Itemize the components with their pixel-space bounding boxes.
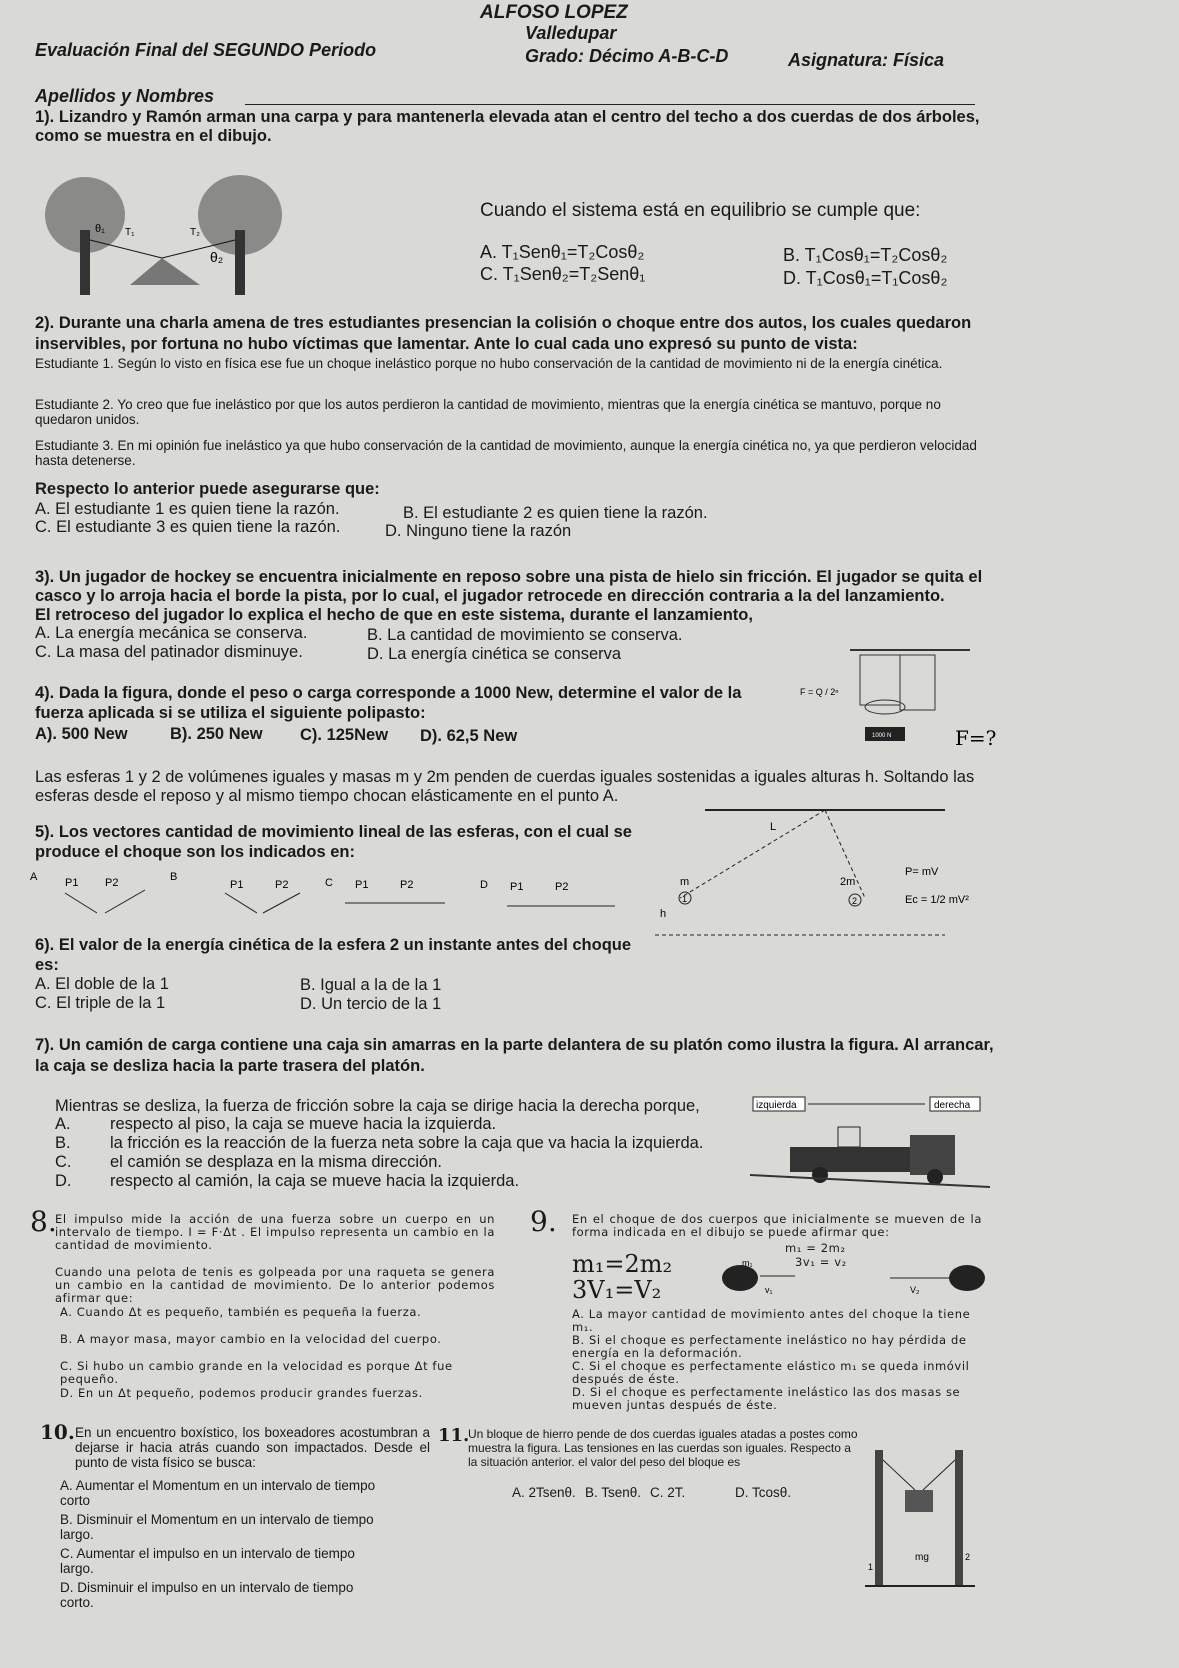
q9-number: 9. xyxy=(530,1205,557,1238)
option-text: la fricción es la reacción de la fuerza neta sobre la caja que va hacia la izquierda. xyxy=(110,1134,704,1152)
q6-text: 6). El valor de la energía cinética de la esfera 2 un instante antes del choque es: xyxy=(35,936,632,974)
q5-option-d[interactable]: D xyxy=(480,879,488,891)
q9-option-b[interactable]: B. Si el choque es perfectamente inelástico no hay pérdida de energía en la deformación. xyxy=(572,1333,967,1360)
q8-option-b[interactable]: B. A mayor masa, mayor cambio en la velocidad del cuerpo. xyxy=(60,1332,442,1346)
city: Valledupar xyxy=(525,23,617,43)
q5-vector-options xyxy=(25,868,645,923)
q10-option-c[interactable]: C. Aumentar el impulso en un intervalo de tiempo largo. xyxy=(60,1546,355,1576)
load-label: 1000 N xyxy=(872,733,892,739)
spheres-intro: Las esferas 1 y 2 de volúmenes iguales y masas m y 2m penden de cuerdas iguales sostenidas a iguales alturas h. Soltando las esferas desde el reposo y al mismo tiempo chocan elásticamente en el punto A. xyxy=(35,768,975,805)
q2-prompt: Respecto lo anterior puede asegurarse que: xyxy=(35,480,380,498)
q9-option-c[interactable]: C. Si el choque es perfectamente elástico m₁ se queda inmóvil después de éste. xyxy=(572,1359,970,1386)
q8-text: El impulso mide la acción de una fuerza sobre un cuerpo en un intervalo de tiempo. I = F·Δt . El impulso representa un cambio en la cantidad de movimiento. xyxy=(55,1212,495,1252)
letter: A. xyxy=(55,1115,71,1133)
theta2: θ₂ xyxy=(210,249,224,265)
name-label: Apellidos y Nombres xyxy=(35,86,215,106)
truck-figure xyxy=(750,1095,990,1190)
q4-option-b[interactable]: B). 250 New xyxy=(170,725,263,743)
left-label: izquierda xyxy=(756,1100,797,1111)
p1-label: P1 xyxy=(230,879,244,891)
q1-text: 1). Lizandro y Ramón arman una carpa y para mantenerla elevada atan el centro del techo a dos cuerdas de dos árboles, como se muestra en el dibujo. xyxy=(35,108,980,145)
m-label: m xyxy=(680,876,690,888)
q2-option-c[interactable]: C. El estudiante 3 es quien tiene la razón. xyxy=(35,518,341,536)
q10-option-b[interactable]: B. Disminuir el Momentum en un intervalo de tiempo largo. xyxy=(60,1512,374,1542)
p1-label: P1 xyxy=(355,879,369,891)
q11-option-a[interactable]: A. 2Tsenθ. xyxy=(512,1485,576,1500)
q9-option-a[interactable]: A. La mayor cantidad de movimiento antes del choque la tiene m₁. xyxy=(572,1307,971,1334)
letter: B. xyxy=(55,1134,71,1152)
option-text: el camión se desplaza en la misma dirección. xyxy=(110,1153,442,1171)
q4-text: 4). Dada la figura, donde el peso o carga corresponde a 1000 New, determine el valor de la fuerza aplicada si se utiliza el siguiente polipasto: xyxy=(35,684,742,722)
q7-prompt: Mientras se desliza, la fuerza de fricción sobre la caja se dirige hacia la derecha porque, xyxy=(55,1097,700,1115)
p2-label: P2 xyxy=(105,877,119,889)
q4-option-a[interactable]: A). 500 New xyxy=(35,725,128,743)
option-text: respecto al piso, la caja se mueve hacia la izquierda. xyxy=(110,1115,497,1133)
letter: C. xyxy=(55,1153,72,1171)
pulley-figure xyxy=(800,645,1000,755)
q8-text2: Cuando una pelota de tenis es golpeada por una raqueta se genera un cambio en la cantidad de movimiento. De lo anterior podemos afirmar que: xyxy=(55,1265,495,1305)
kinetic-formula: Ec = 1/2 mV² xyxy=(905,894,969,906)
q9-handwritten-1: m₁=2m₂ xyxy=(572,1250,673,1278)
q3-text: 3). Un jugador de hockey se encuentra inicialmente en reposo sobre una pista de hielo sin fricción. El jugador se quita el casco y lo arroja hacia el borde la pista, por lo cual, el jugador retrocede en dirección contraria a la del lanzamiento. xyxy=(35,568,983,605)
collision-figure xyxy=(720,1255,990,1298)
q3-option-a[interactable]: A. La energía mecánica se conserva. xyxy=(35,624,308,642)
q5-option-c[interactable]: C xyxy=(325,877,333,889)
q11-text: Un bloque de hierro pende de dos cuerdas iguales atadas a postes como muestra la figura. Las tensiones en las cuerdas son iguales. Respecto a la situación anterior. el valor del peso del bloque es xyxy=(468,1427,858,1469)
p2-label: P2 xyxy=(275,879,289,891)
v2-label: V₂ xyxy=(910,1285,920,1295)
post1: 1 xyxy=(868,1562,874,1572)
sphere1: 1 xyxy=(682,894,688,904)
q2-option-d[interactable]: D. Ninguno tiene la razón xyxy=(385,522,572,540)
weight-label: mg xyxy=(915,1552,929,1563)
hanging-block-figure xyxy=(865,1440,980,1590)
m1-label: m₁ xyxy=(742,1258,753,1268)
q10-number: 10. xyxy=(40,1420,75,1444)
q7-option-c[interactable] xyxy=(55,1153,442,1172)
letter: D. xyxy=(55,1172,72,1190)
q9-text: En el choque de dos cuerpos que inicialmente se mueven de la forma indicada en el dibujo se puede afirmar que: xyxy=(572,1212,982,1239)
q6-option-b[interactable]: B. Igual a la de la 1 xyxy=(300,976,442,994)
q6-option-c[interactable]: C. El triple de la 1 xyxy=(35,994,166,1012)
q1-option-a[interactable]: A. T₁Senθ₁=T₂Cosθ₂ xyxy=(480,242,645,262)
q11-number: 11. xyxy=(438,1425,470,1446)
force-question: F=? xyxy=(955,726,997,750)
q3-prompt: El retroceso del jugador lo explica el hecho de que en este sistema, durante el lanzamiento, xyxy=(35,606,753,624)
p2-label: P2 xyxy=(400,879,414,891)
q8-option-a[interactable]: A. Cuando Δt es pequeño, también es pequeña la fuerza. xyxy=(60,1305,422,1319)
q10-option-d[interactable]: D. Disminuir el impulso en un intervalo de tiempo corto. xyxy=(60,1580,354,1610)
q2-text: 2). Durante una charla amena de tres estudiantes presencian la colisión o choque entre dos autos, los cuales quedaron inservibles, por fortuna no hubo víctimas que lamentar. Ante lo cual cada uno expresó su punto de vista: xyxy=(35,314,972,353)
q8-number: 8. xyxy=(30,1205,57,1238)
q9-eq1: m₁ = 2m₂ xyxy=(785,1241,846,1255)
q2-student3: Estudiante 3. En mi opinión fue inelástico ya que hubo conservación de la cantidad de movimiento, aunque la energía cinética no, ya que perdieron velocidad hasta detenerse. xyxy=(35,438,977,468)
q6-option-a[interactable]: A. El doble de la 1 xyxy=(35,975,169,993)
school-name: ALFOSO LOPEZ xyxy=(480,2,628,23)
q11-option-c[interactable]: C. 2T. xyxy=(650,1485,686,1500)
q4-option-d[interactable]: D). 62,5 New xyxy=(420,727,518,745)
l-label: L xyxy=(770,821,777,833)
q1-option-b[interactable]: B. T₁Cosθ₁=T₂Cosθ₂ xyxy=(783,245,948,265)
q9-handwritten-2: 3V₁=V₂ xyxy=(572,1276,662,1304)
q2-option-a[interactable]: A. El estudiante 1 es quien tiene la razón. xyxy=(35,500,340,518)
2m-label: 2m xyxy=(840,876,856,888)
post2: 2 xyxy=(965,1552,971,1562)
pulley-formula: F = Q / 2ⁿ xyxy=(800,687,839,697)
q8-option-d[interactable]: D. En un Δt pequeño, podemos producir grandes fuerzas. xyxy=(60,1386,423,1400)
q8-option-c[interactable]: C. Si hubo un cambio grande en la velocidad es porque Δt fue pequeño. xyxy=(60,1359,453,1386)
q5-text: 5). Los vectores cantidad de movimiento lineal de las esferas, con el cual se produce el choque son los indicados en: xyxy=(35,823,632,861)
q3-option-d[interactable]: D. La energía cinética se conserva xyxy=(367,645,622,663)
q3-option-b[interactable]: B. La cantidad de movimiento se conserva. xyxy=(367,626,683,644)
q1-option-d[interactable]: D. T₁Cosθ₁=T₁Cosθ₂ xyxy=(783,268,948,288)
p1-label: P1 xyxy=(65,877,79,889)
q7-option-d[interactable] xyxy=(55,1172,519,1191)
tent-trees-figure xyxy=(30,170,290,300)
q11-option-d[interactable]: D. Tcosθ. xyxy=(735,1485,792,1500)
q6-option-d[interactable]: D. Un tercio de la 1 xyxy=(300,995,442,1013)
h-label: h xyxy=(660,908,667,920)
q1-option-c[interactable]: C. T₁Senθ₂=T₂Senθ₁ xyxy=(480,264,646,284)
subject: Asignatura: Física xyxy=(788,50,945,70)
p2-label: P2 xyxy=(555,881,569,893)
exam-title: Evaluación Final del SEGUNDO Periodo xyxy=(35,40,377,60)
q7-option-a[interactable] xyxy=(55,1115,496,1134)
t2: T₂ xyxy=(190,227,200,238)
q10-option-a[interactable]: A. Aumentar el Momentum en un intervalo de tiempo corto xyxy=(60,1478,376,1508)
grade: Grado: Décimo A-B-C-D xyxy=(525,46,729,66)
q4-option-c[interactable]: C). 125New xyxy=(300,726,389,744)
v1-label: v₁ xyxy=(765,1285,773,1295)
q11-option-b[interactable]: B. Tsenθ. xyxy=(585,1485,642,1500)
q5-option-b[interactable]: B xyxy=(170,871,178,883)
q3-option-c[interactable]: C. La masa del patinador disminuye. xyxy=(35,643,303,661)
option-text: respecto al camión, la caja se mueve hacia la izquierda. xyxy=(110,1172,520,1190)
q7-option-b[interactable] xyxy=(55,1134,703,1153)
p1-label: P1 xyxy=(510,881,524,893)
q5-option-a[interactable]: A xyxy=(30,871,38,883)
q7-text: 7). Un camión de carga contiene una caja sin amarras en la parte delantera de su platón como ilustra la figura. Al arrancar, la caja se desliza hacia la parte trasera del platón. xyxy=(35,1036,994,1075)
t1: T₁ xyxy=(125,227,135,238)
q10-text: En un encuentro boxístico, los boxeadores acostumbran a dejarse ir hacia atrás cuando son impactados. Desde el punto de vista físico se busca: xyxy=(75,1425,430,1470)
q9-option-d[interactable]: D. Si el choque es perfectamente inelástico las dos masas se mueven juntas después de éste. xyxy=(572,1385,961,1412)
momentum-formula: P= mV xyxy=(905,866,939,878)
name-line[interactable] xyxy=(245,104,975,105)
pendulum-figure xyxy=(655,805,995,945)
right-label: derecha xyxy=(934,1100,971,1111)
sphere2: 2 xyxy=(852,896,858,906)
q9-eq2: 3v₁ = v₂ xyxy=(795,1255,847,1269)
theta1: θ₁ xyxy=(95,223,105,235)
q2-student1: Estudiante 1. Según lo visto en física ese fue un choque inelástico porque no hubo conservación de la cantidad de movimiento ni de la energía cinética. xyxy=(35,356,943,371)
q2-student2: Estudiante 2. Yo creo que fue inelástico por que los autos perdieron la cantidad de movimiento, mientras que la energía cinética se mantuvo, porque no quedaron unidos. xyxy=(35,397,941,427)
q1-prompt: Cuando el sistema está en equilibrio se cumple que: xyxy=(480,200,921,221)
q2-option-b[interactable]: B. El estudiante 2 es quien tiene la razón. xyxy=(403,504,708,522)
